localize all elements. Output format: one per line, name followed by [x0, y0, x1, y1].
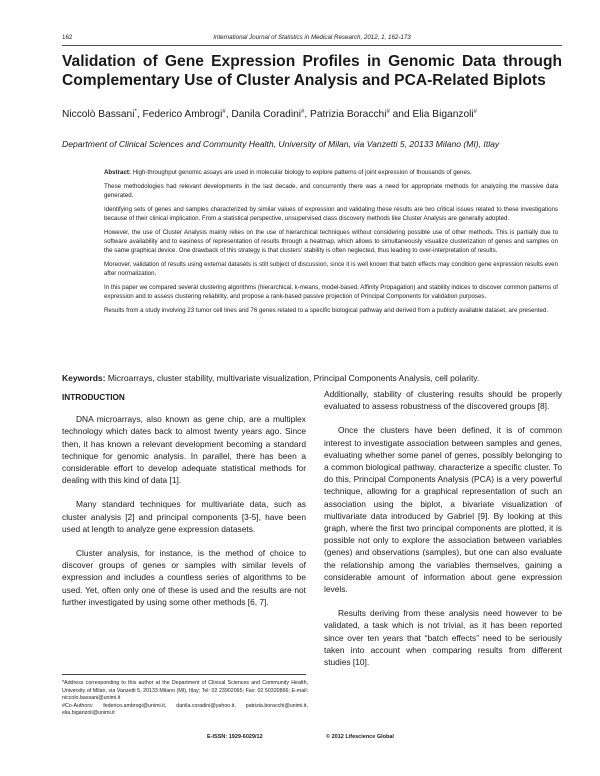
paper-title — [62, 52, 562, 90]
author-name: Niccolò Bassani — [62, 109, 135, 120]
title-line-1: Validation of Gene Expression Profiles in Genomic Data through — [62, 53, 562, 70]
abstract-paragraph: Identifying sets of genes and samples characterized by similar values of expression and validating these results are two critical issues related to these investigations because of their clinical implication. From a statistical perspective, unsupervised class discovery methods like Cluster Analysis are generally adopted. — [104, 206, 558, 222]
body-paragraph: DNA microarrays, also known as gene chip, are a multiplex technology which dates back to almost twenty years ago. Since then, it has known a relevant development becoming a standard technique for genomic analysis. In parallel, there has been a considerable effort to develop adequate statistical methods for dealing with this kind of data [1]. — [62, 414, 306, 486]
author-mark: # — [222, 109, 226, 115]
issn: E-ISSN: 1929-6029/12 — [207, 734, 263, 740]
body-paragraph: Once the clusters have been defined, it is of common interest to investigate association between samples and genes, evaluating whether some panel of genes, possibly belonging to a common biological pathway, characterize a specific cluster. To do this, Principal Components Analysis (PCA) is a very powerful technique, allowing for a graphical representation of such an association using the biplot, a bivariate visualization of multivariate data introduced by Gabriel [9]. By looking at this graph, where the first two principal components are plotted, it is possible not only to explore the association between variables (genes) and observations (samples), but one can also evaluate the relationship among the variables themselves, gaining a considerable amount of information about gene expression levels. — [324, 425, 562, 595]
separator: , — [304, 109, 311, 120]
author-name: Patrizia Boracchi — [310, 109, 387, 120]
author-mark: # — [301, 109, 305, 115]
left-column — [62, 392, 306, 620]
copyright: © 2012 Lifescience Global — [326, 734, 394, 740]
abstract-label: Abstract: — [104, 169, 131, 176]
title-line-2: Complementary Use of Cluster Analysis and PCA-Related Biplots — [62, 72, 546, 89]
footnotes — [62, 680, 308, 718]
body-paragraph: Cluster analysis, for instance, is the method of choice to discover groups of genes or samples with similar levels of expression and includes a countless series of algorithms to be used. Yet, often only one of these is used and the results are not further investigated by using some other methods [6, 7]. — [62, 548, 306, 607]
abstract-paragraph: Results from a study involving 23 tumor cell lines and 76 genes related to a specific biological pathway and derived from a publicly available dataset, are presented. — [104, 307, 549, 314]
abstract-paragraph — [104, 169, 558, 178]
abstract-paragraph: However, the use of Cluster Analysis mainly relies on the use of hierarchical techniques without considering possible use of other methods. This is partially due to software availability and to easiness of representation of results through a heatmap, which allows to simultaneously visualize clusterization of genes and samples on the same graphical device. One drawback of this strategy is that clusters' stability is often neglected, thus leading to over-interpretation of results. — [104, 229, 558, 254]
coauthors-note: #Co-Authors: federico.ambrogi@unimi.it, danila.coradini@yahoo.it, patrizia.boracchi@unimi.it, elia.biganzoli@unimi.it — [62, 702, 308, 717]
author-name: Elia Biganzoli — [412, 109, 474, 120]
separator: and — [389, 109, 413, 120]
page-number: 162 — [62, 34, 73, 41]
journal-citation: International Journal of Statistics in Medical Research, 2012, 1, 162-173 — [213, 34, 411, 41]
right-column — [324, 388, 562, 680]
section-heading-introduction: INTRODUCTION — [62, 393, 125, 402]
separator: , — [225, 109, 232, 120]
author-mark: * — [134, 109, 137, 115]
separator: , — [136, 109, 143, 120]
author-name: Danila Coradini — [231, 109, 302, 120]
body-paragraph: Results deriving from these analysis need however to be validated, a task which is not trivial, as it has been reported since over ten years that “batch effects” need to be seriously taken into account when comparing results from different studies [10]. — [324, 608, 562, 668]
keywords — [62, 373, 582, 383]
author-list — [62, 109, 477, 120]
abstract-text: High-throughput genomic assays are used in molecular biology to explore patterns of joint expression of thousands of genes. — [132, 169, 472, 176]
body-paragraph: Many standard techniques for multivariate data, such as cluster analysis [2] and principal components [3-5], have been used at length to analyze gene expression datasets. — [62, 499, 306, 534]
abstract — [104, 169, 558, 321]
abstract-paragraph: Moreover, validation of results using external datasets is still subject of discussion, since it is well known that batch effects may condition gene expression results even after normalization. — [104, 261, 558, 277]
header-divider — [62, 45, 562, 46]
abstract-paragraph: In this paper we compared several clustering algorithms (hierarchical, k-means, model-based, Affinity Propagation) and stability indices to discover common patterns of expression and to assess clustering reliability, and propose a rank-based passive projection of Principal Components for validation purposes. — [104, 284, 558, 300]
body-paragraph: Additionally, stability of clustering results should be properly evaluated to assess robustness of the discovered groups [8]. — [324, 389, 562, 412]
footnote-divider — [62, 674, 306, 675]
author-mark: # — [473, 109, 477, 115]
keywords-label: Keywords: — [62, 373, 106, 383]
affiliation: Department of Clinical Sciences and Community Health, University of Milan, via Vanzetti 5, 20133 Milano (MI), Itlay — [62, 139, 500, 149]
author-name: Federico Ambrogi — [142, 109, 223, 120]
keywords-text: Microarrays, cluster stability, multivariate visualization, Principal Components Analysis, cell polarity. — [105, 373, 480, 383]
author-mark: # — [386, 109, 390, 115]
abstract-paragraph: These methodologies had relevant developments in the last decade, and concurrently there was a need for appropriate methods for analyzing the massive data generated. — [104, 183, 558, 199]
corresponding-author-note: *Address corresponding to this author at the Department of Clinical Sciences and Community Health, University of Milan, via Vanzetti 5, 20133 Milano (MI), Itlay; Tel: 02 23902065; Fax: 02 50320866; E-mail: niccolo.bassani@unimi.it — [62, 680, 308, 702]
